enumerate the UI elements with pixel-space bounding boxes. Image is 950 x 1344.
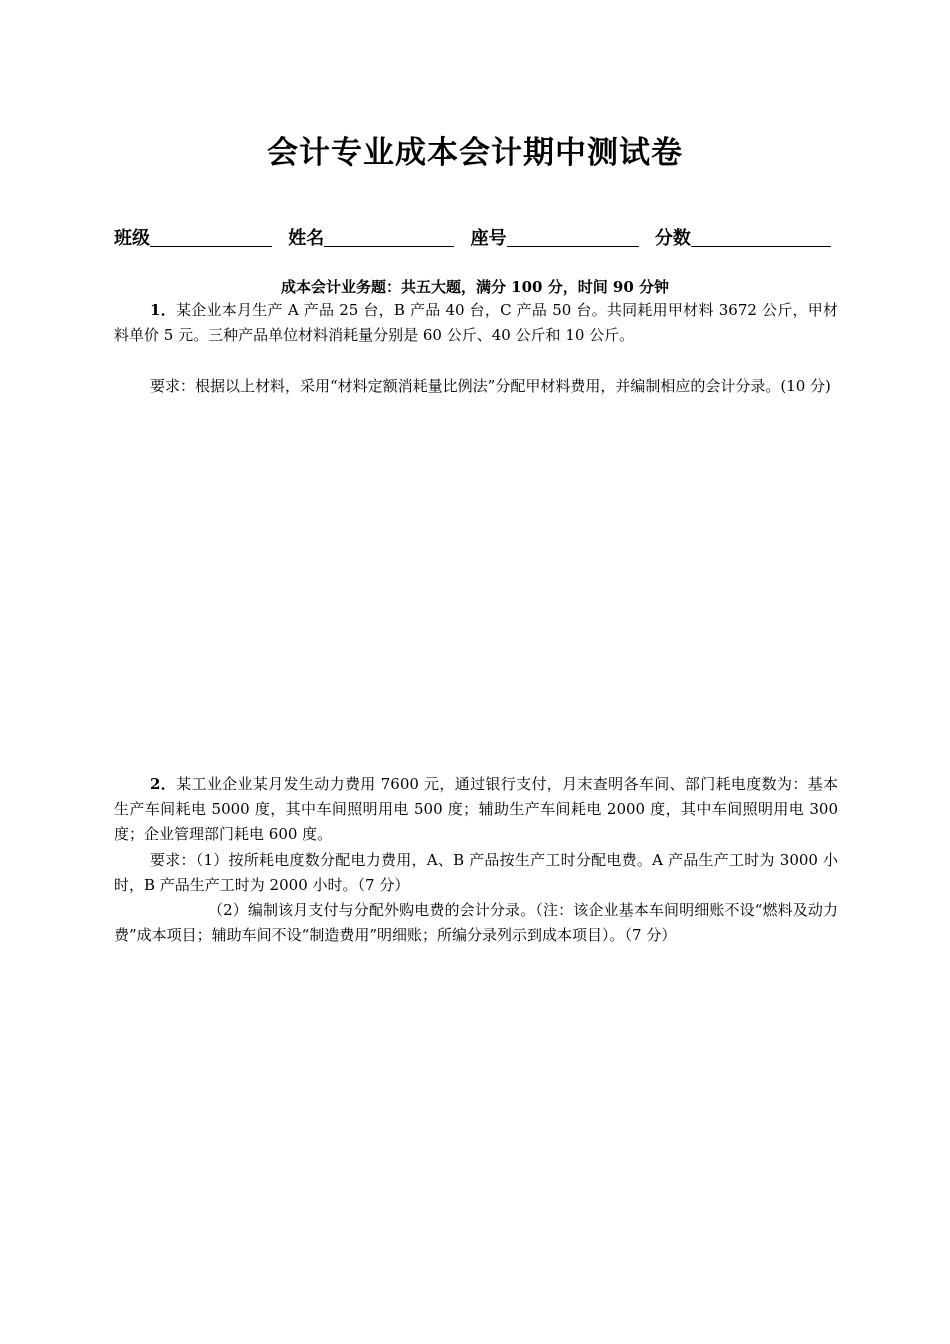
name-label: 姓名 xyxy=(288,228,325,249)
question-2-body: 某工业企业某月发生动力费用 7600 元，通过银行支付，月末查明各车间、部门耗电度数为：基本生产车间耗电 5000 度，其中车间照明用电 500 度；辅助生产车间耗电 2000 度，其中车间照明用电 300 度；企业管理部门耗电 600 度。 xyxy=(114,775,839,843)
question-1-text xyxy=(114,298,838,348)
question-2-text xyxy=(114,772,838,847)
student-info-line xyxy=(114,226,854,252)
question-2-number: 2． xyxy=(150,775,177,793)
exam-subtitle: 成本会计业务题：共五大题，满分 100 分，时间 90 分钟 xyxy=(280,278,670,296)
question-1-requirement: 要求：根据以上材料，采用“材料定额消耗量比例法”分配甲材料费用，并编制相应的会计分录。(10 分) xyxy=(150,377,831,395)
seat-label: 座号 xyxy=(470,228,507,249)
question-2-requirement-1: 要求：（1）按所耗电度数分配电力费用，A、B 产品按生产工时分配电费。A 产品生产工时为 3000 小时，B 产品生产工时为 2000 小时。（7 分） xyxy=(114,851,838,894)
question-1-body: 某企业本月生产 A 产品 25 台，B 产品 40 台，C 产品 50 台。共同耗用甲材料 3672 公斤，甲材料单价 5 元。三种产品单位材料消耗量分别是 60 公斤、40 公斤和 10 公斤。 xyxy=(114,301,838,344)
question-2-requirement-2: （2）编制该月支付与分配外购电费的会计分录。（注：该企业基本车间明细账不设“燃料及动力费”成本项目；辅助车间不设“制造费用”明细账；所编分录列示到成本项目）。（7 分） xyxy=(114,901,838,944)
page-title: 会计专业成本会计期中测试卷 xyxy=(267,135,683,171)
question-1-number: 1． xyxy=(150,301,176,319)
seat-blank xyxy=(507,226,639,247)
score-label: 分数 xyxy=(654,228,691,249)
score-blank xyxy=(691,226,831,247)
class-label: 班级 xyxy=(114,228,150,249)
name-blank xyxy=(324,226,454,247)
class-blank xyxy=(150,226,272,247)
